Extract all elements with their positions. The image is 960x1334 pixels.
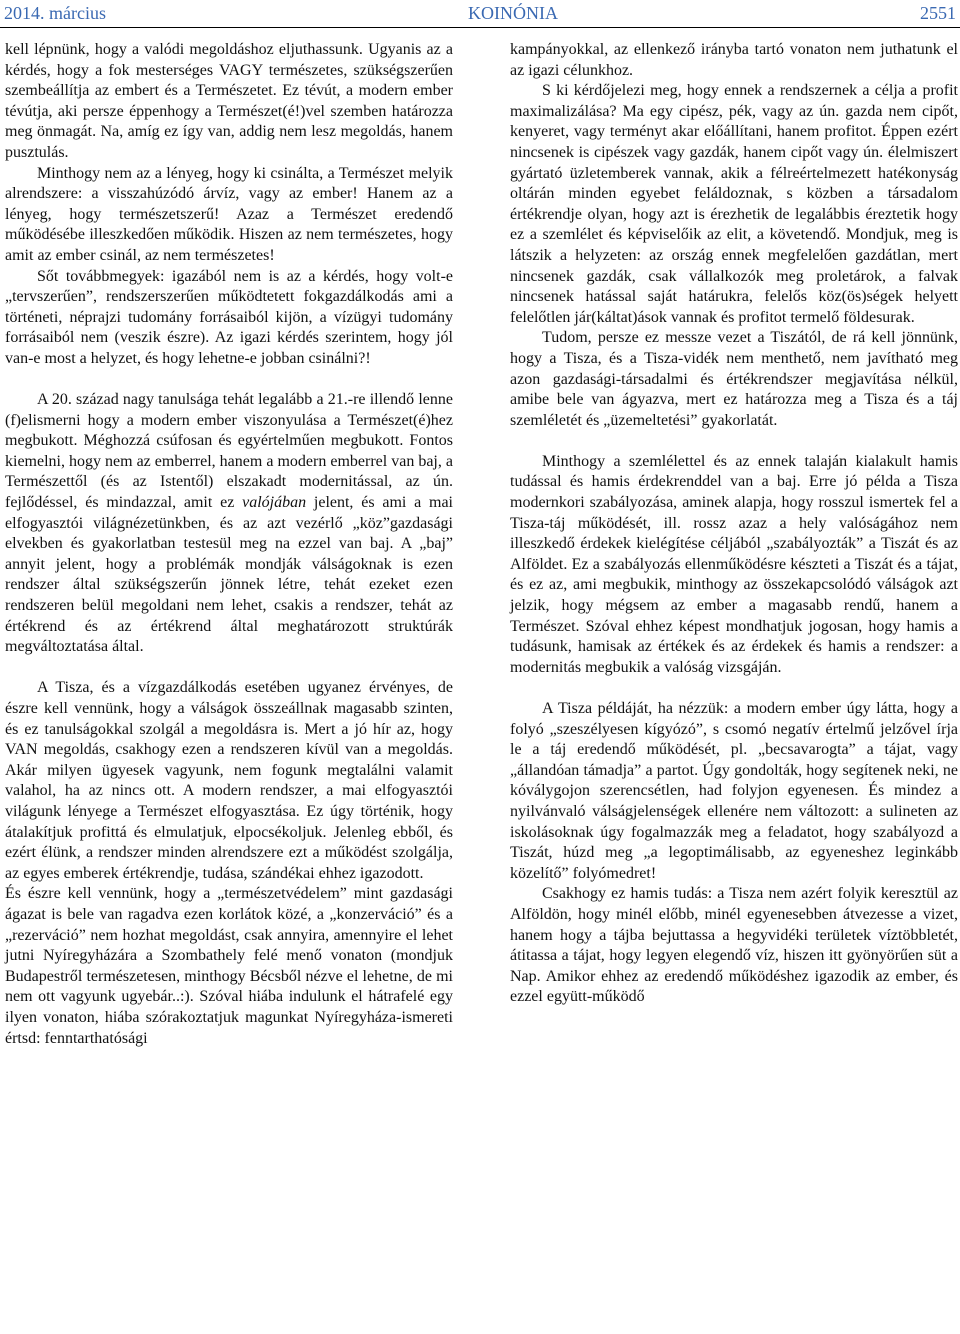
left-column xyxy=(5,40,453,1049)
paragraph: Tudom, persze ez messze vezet a Tiszától, de rá kell jönnünk, hogy a Tisza, és a Tisza-vidék nem menthető, nem javítható meg azon gazdasági-társadalmi és értékrendszer megjavítása nélkül, amibe bele van ágyazva, mert ez határozza meg a Tisza és a táj szemléletét és „üzemeltetési” gyakorlatát. xyxy=(510,329,958,429)
paragraph: A Tisza példáját, ha nézzük: a modern ember úgy látta, hogy a folyó „szeszélyesen kígyózó”, s csomó negatív értelmű jelzővel írja le a táj eredendő működését, pl. „becsavarogta” a tájat, vagy „állandóan támadja” a partot. Úgy gondolták, hogy segítenek neki, ne kóválygojon szerencsétlen, had folyjon egyenesen. És mindez a nyilvánvaló válságjelenségek ellenére nem változott: a sulineten az iskolásoknak úgy fogalmazzák meg a feladatot, hogy szabályozd a Tiszát, húzd meg „a legoptimálisabb, az egyeneshez leginkább közelítő” folyómedret! xyxy=(510,700,958,882)
paragraph: kell lépnünk, hogy a valódi megoldáshoz eljuthassunk. Ugyanis az a kérdés, hogy a fok mesterséges VAGY természetes, szükségszerűen szembeállítja az embert és a Természetet. Ez tévút, a modern ember tévútja, aki persze éppenhogy a Természet(é!)vel szemben határozza meg önmagát. Na, amíg ez így van, addig nem lesz megoldás, hanem pusztulás. xyxy=(5,41,453,161)
paragraph: És észre kell vennünk, hogy a „természetvédelem” mint gazdasági ágazat is bele van ragadva ezen korlátok közé, a „konzerváció” és a „rezerváció” nem hozhat megoldást, csak annyira, amennyire el lehet jutni Nyíregyházára a Szombathely felé menő vonaton (mondjuk Budapestről természetesen, minthogy Bécsből nézve el lehetne, de mi nem ott vagyunk ugyebár..:). Szóval hiába indulunk el hátrafelé egy ilyen vonaton, hiába szórakoztatjuk magunkat Nyíregyháza-ismereti értsd: fenntarthatósági xyxy=(5,885,453,1047)
paragraph: kampányokkal, az ellenkező irányba tartó vonaton nem juthatunk el az igazi célunkhoz. xyxy=(510,41,958,79)
paragraph xyxy=(5,390,453,658)
header-divider xyxy=(0,27,960,28)
emphasis: valójában xyxy=(242,494,307,512)
right-column xyxy=(510,40,958,1008)
paragraph: Sőt továbbmegyek: igazából nem is az a kérdés, hogy volt-e „tervszerűen”, rendszerszerűen működtetett fokgazdálkodás ami a történeti, néprajzi tudomány forrásaiból kijön, a vízügyi tudomány forrásaiból nem (veszik észre). Az igazi kérdés szerintem, hogy jól van-e most a helyzet, és hogy lehetne-e jobban csinálni?! xyxy=(5,267,453,367)
paragraph: Minthogy a szemlélettel és az ennek talaján kialakult hamis tudással és hamis érdekrenddel van a baj. Erre jó példa a Tisza modernkori szabályozása, aminek alapja, hogy rosszul ismertek fel a Tisza-táj működését, ill. rossz azaz a hely valóságához nem illeszkedő érdekek kielégítése céljából „szabályozták” a Tiszát és az Alföldet. Ez a szabályozás ellenműködésre készteti a Tiszát és a tájat, és ez az, ami megbukik, minthogy az összekapcsolódó válságok azt jelzik, hogy mégsem az ember a magasabb rendű, hanem a Természet. Szóval ehhez képest mondhatjuk jogosan, hogy hamis a tudásunk, hamisak az értékek és az érdekek és hamis a rendszer: a modernitás megbukik a valóság vizsgáján. xyxy=(510,452,958,676)
journal-title: KOINÓNIA xyxy=(468,2,558,23)
running-header xyxy=(0,0,960,26)
issue-date: 2014. március xyxy=(4,2,106,23)
paragraph-text: A 20. század nagy tanulsága tehát legalább a 21.-re illendő lenne (f)elismerni hogy a modern ember viszonyulása a Természet(é)hez megbukott. Méghozzá csúfosan és egyértelműen megbukott. Fontos kiemelni, hogy nem az emberrel, hanem a modern emberrel van baj, a Természettől (és az Istentől) elszakadt modernitással, az ún. fejlődéssel, és mindazzal, amit ez xyxy=(5,391,453,512)
paragraph-text: jelent, és ami a mai elfogyasztói világnézetünkben, és az azt vezérlő „köz”gazdasági elvekben és gyakorlatban testesül meg na ezzel van baj. A „baj” annyit jelent, hogy a problémák mondják válságoknak is ezen rendszer által szükségszerűn jönnek létre, tehát ezeket ezen rendszeren belül megoldani nem lehet, csakis a rendszer, tehát az értékrend és az értékrend által meghatározott struktúrák megváltoztatása által. xyxy=(5,494,454,656)
paragraph: S ki kérdőjelezi meg, hogy ennek a rendszernek a célja a profit maximalizálása? Ma egy cipész, pék, vagy az ún. gazda nem cipőt, kenyeret, vagy terményt akar előállítani, hanem profitot. Éppen ezért nincsenek is cipészek vagy gazdák, hanem cipőt vagy ún. élelmiszert gyártató üzletemberek vannak, akik a félreértelmezett hatékonyság oltárán minden egyebet feláldoznak, s közben a társadalom értékrendje olyan, hogy azt is érezhetik de legalábbis éreztetik hogy ez a szemlélet és képviselőik az elit, a követendő. Mondjuk, meg is látszik a helyzeten: az ország ennek megfelelően gazdátlan, mert nincsenek gazdák, csak vállalkozók meg proletárok, a falvak nincsenek hatással saját határukra, felelős köz(ös)ségek helyett felelőtlen jár(káltat)ások vannak és profitot termelő földesurak. xyxy=(510,82,958,326)
paragraph: A Tisza, és a vízgazdálkodás esetében ugyanez érvényes, de észre kell vennünk, hogy a válságok összeállnak magasabb szinten, és ez tanulságokkal szolgál a megoldásra is. Mert a jó hír az, hogy VAN megoldás, csakhogy ezen a rendszeren kívül van a megoldás. Akár milyen ügyesek vagyunk, nem fogunk megtalálni valamit valahol, ha az nincs ott. A modern rendszer, a mai elfogyasztói világunk lényege a Természet elfogyasztása. Ez úgy történik, hogy átalakítjuk profittá és elmulatjuk, elpocsékoljuk. Jelenleg ebből, és ezért élünk, a rendszer minden alrendszere ezt a működést szolgálja, az egyes emberek értékrendje, tudása, szándékai ehhez igazodott. xyxy=(5,679,453,882)
paragraph: Csakhogy ez hamis tudás: a Tisza nem azért folyik keresztül az Alföldön, hogy minél előbb, minél egyenesebben átvezesse a vizet, hanem hogy a tájba bejuttassa a hegyvidéki területek víztöbbletét, átitassa a tájat, hogy legyen elegendő víz, hiszen itt gyönyörűen süt a Nap. Amikor ehhez az eredendő működéshez igazodik az ember, és ezzel együtt-működő xyxy=(510,885,958,1006)
page-number: 2551 xyxy=(920,2,956,23)
paragraph: Minthogy nem az a lényeg, hogy ki csinálta, a Természet melyik alrendszere: a visszahúzódó árvíz, vagy az ember! Hanem az a lényeg, hogy természetszerű! Azaz a Természet eredendő működésébe illeszkedően működik. Hiszen az nem természetes, hogy amit az ember csinál, az nem természetes! xyxy=(5,164,453,264)
